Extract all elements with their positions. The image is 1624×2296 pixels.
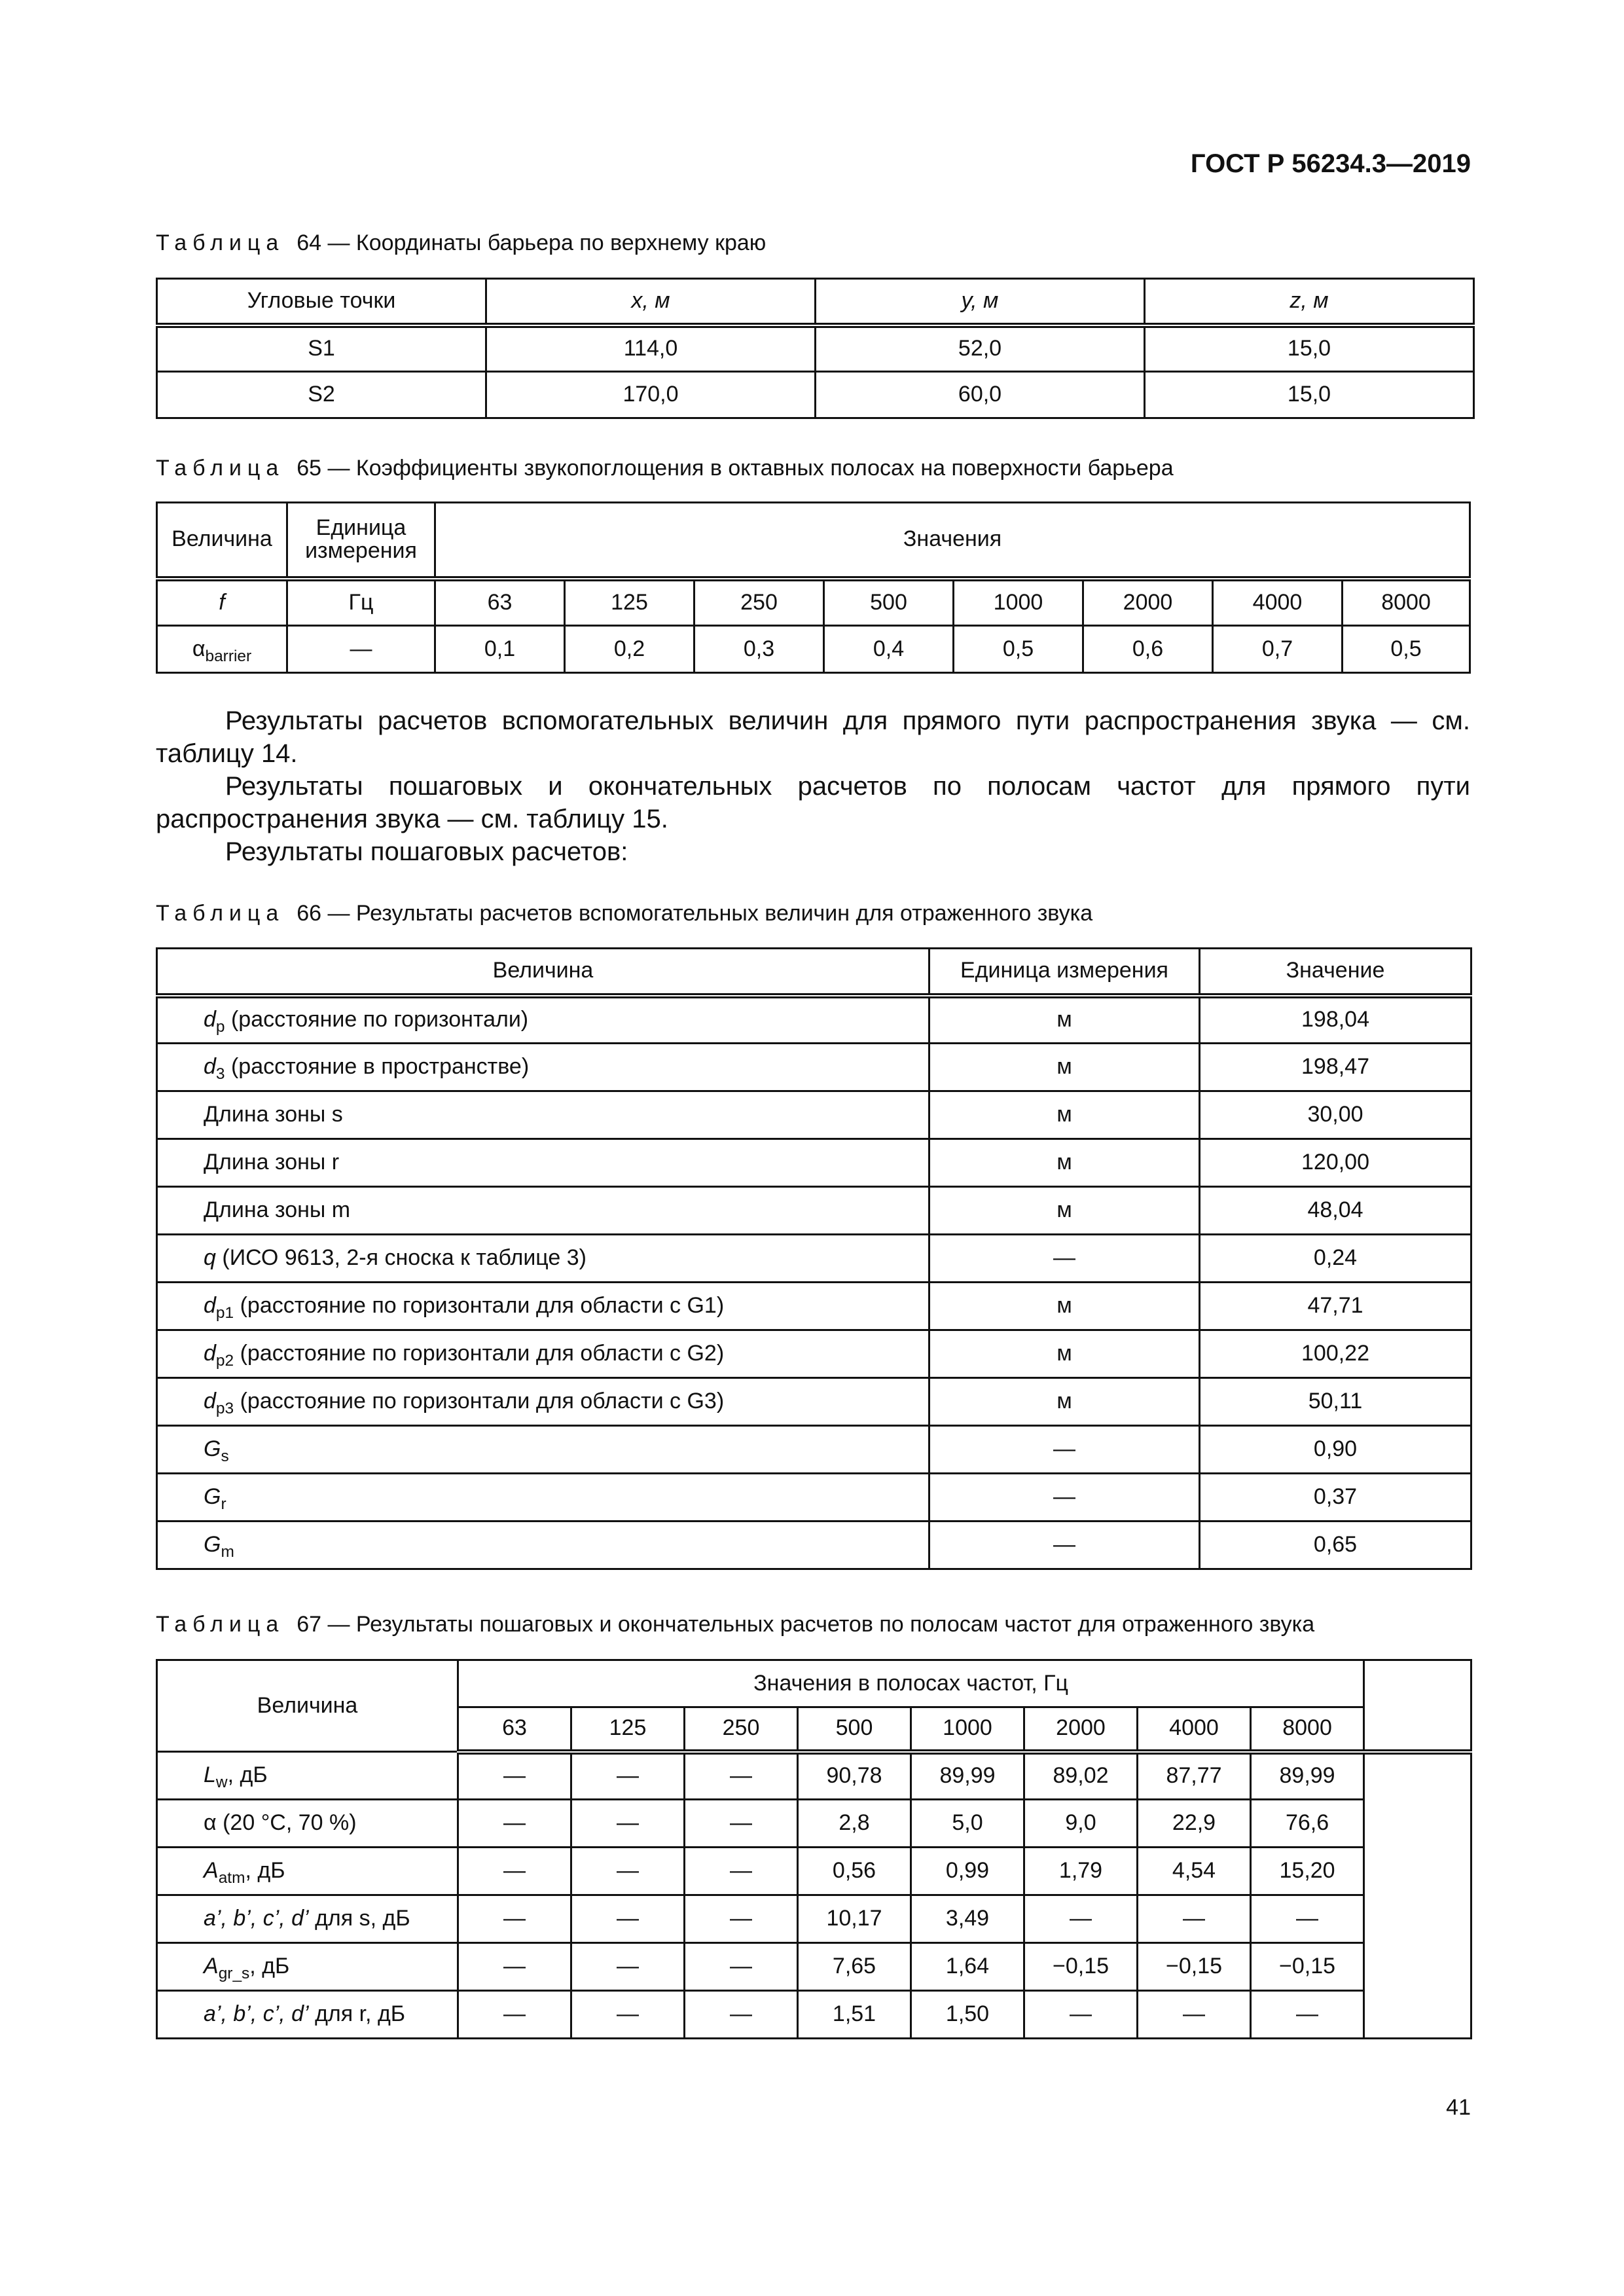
table-cell: 52,0 bbox=[816, 325, 1145, 372]
quantity-symbol: d bbox=[204, 1007, 216, 1032]
header-cell: Значение bbox=[1200, 949, 1471, 996]
quantity-subscript: s bbox=[221, 1447, 229, 1465]
table-row bbox=[157, 1752, 1471, 1800]
table-row bbox=[157, 372, 1474, 418]
table-row bbox=[157, 626, 1470, 673]
value-cell: — bbox=[458, 1943, 571, 1991]
table-row bbox=[157, 1044, 1471, 1091]
table-64 bbox=[156, 278, 1475, 419]
unit-cell: м bbox=[929, 1044, 1200, 1091]
unit-cell: м bbox=[929, 1139, 1200, 1187]
table-row bbox=[157, 1474, 1471, 1522]
value-cell: 250 bbox=[695, 579, 824, 626]
value-cell: −0,15 bbox=[1024, 1943, 1138, 1991]
value-cell: 4,54 bbox=[1138, 1848, 1251, 1895]
unit-cell: м bbox=[929, 1187, 1200, 1235]
table-row bbox=[157, 1378, 1471, 1426]
quantity-cell bbox=[157, 1895, 458, 1943]
quantity-subscript: p2 bbox=[215, 1351, 234, 1370]
unit-cell: Гц bbox=[287, 579, 435, 626]
empty-cell bbox=[1364, 1752, 1471, 2039]
unit-cell: м bbox=[929, 1283, 1200, 1330]
quantity-cell bbox=[157, 1235, 929, 1283]
value-cell: — bbox=[458, 1991, 571, 2039]
value-cell: — bbox=[685, 1848, 798, 1895]
quantity-symbol: a’, b’, c’, d’ bbox=[204, 2001, 309, 2027]
value-cell: 90,78 bbox=[798, 1752, 911, 1800]
table-65-caption bbox=[156, 456, 1174, 481]
table-64-caption bbox=[156, 230, 766, 256]
band-header: 125 bbox=[571, 1707, 685, 1752]
value-cell: — bbox=[458, 1752, 571, 1800]
table-67-caption bbox=[156, 1612, 1314, 1637]
value-cell: 0,56 bbox=[798, 1848, 911, 1895]
quantity-cell bbox=[157, 1283, 929, 1330]
value-cell: 0,3 bbox=[695, 626, 824, 673]
quantity-description: Длина зоны r bbox=[204, 1150, 340, 1175]
value-cell: 0,90 bbox=[1200, 1426, 1471, 1474]
value-cell: — bbox=[685, 1991, 798, 2039]
value-cell: 0,65 bbox=[1200, 1522, 1471, 1569]
value-cell: — bbox=[458, 1895, 571, 1943]
quantity-symbol: A bbox=[204, 1954, 219, 1979]
header-quantity: Величина bbox=[157, 503, 287, 579]
quantity-subscript: atm bbox=[218, 1868, 245, 1887]
quantity-symbol: G bbox=[204, 1484, 221, 1510]
table-row bbox=[157, 1187, 1471, 1235]
paragraph: Результаты пошаговых расчетов: bbox=[225, 837, 628, 866]
value-cell: 1,50 bbox=[911, 1991, 1024, 2039]
value-cell: 22,9 bbox=[1138, 1800, 1251, 1848]
table-label: Таблица bbox=[156, 230, 285, 255]
caption-text: 65 — Коэффициенты звукопоглощения в октавных полосах на поверхности барьера bbox=[297, 456, 1174, 481]
quantity-cell bbox=[157, 1426, 929, 1474]
table-cell: 170,0 bbox=[486, 372, 816, 418]
value-cell: 7,65 bbox=[798, 1943, 911, 1991]
quantity-cell bbox=[157, 1091, 929, 1139]
quantity-cell bbox=[157, 626, 287, 673]
unit-cell: — bbox=[929, 1426, 1200, 1474]
value-cell: — bbox=[571, 1800, 685, 1848]
value-cell: 50,11 bbox=[1200, 1378, 1471, 1426]
value-cell: — bbox=[458, 1848, 571, 1895]
unit-cell: — bbox=[929, 1235, 1200, 1283]
value-cell: 8000 bbox=[1343, 579, 1470, 626]
value-cell: 10,17 bbox=[798, 1895, 911, 1943]
unit-cell: м bbox=[929, 1378, 1200, 1426]
value-cell: 0,6 bbox=[1083, 626, 1213, 673]
table-row bbox=[157, 1235, 1471, 1283]
paragraph: Результаты расчетов вспомогательных величин для прямого пути распространения звука — см. таблицу 14. bbox=[156, 706, 1470, 768]
value-cell: — bbox=[1251, 1895, 1364, 1943]
value-cell: 500 bbox=[824, 579, 954, 626]
quantity-subscript: barrier bbox=[205, 647, 252, 665]
table-row bbox=[157, 1139, 1471, 1187]
quantity-symbol: d bbox=[204, 1341, 216, 1366]
value-cell: 198,04 bbox=[1200, 996, 1471, 1044]
value-cell: 120,00 bbox=[1200, 1139, 1471, 1187]
value-cell: 1,51 bbox=[798, 1991, 911, 2039]
table-row bbox=[157, 1330, 1471, 1378]
quantity-symbol: q bbox=[204, 1245, 216, 1271]
table-label: Таблица bbox=[156, 901, 285, 926]
table-row bbox=[157, 1800, 1471, 1848]
quantity-description: (расстояние по горизонтали для области с G3) bbox=[234, 1389, 725, 1414]
table-66-caption bbox=[156, 901, 1092, 926]
header-cell: x, м bbox=[486, 279, 816, 325]
quantity-subscript: m bbox=[221, 1542, 234, 1561]
table-row bbox=[157, 996, 1471, 1044]
quantity-subscript: r bbox=[221, 1495, 226, 1513]
quantity-symbol: α bbox=[192, 636, 206, 661]
table-row bbox=[157, 579, 1470, 626]
value-cell: 9,0 bbox=[1024, 1800, 1138, 1848]
value-cell: — bbox=[1138, 1895, 1251, 1943]
quantity-description: для s, дБ bbox=[308, 1906, 410, 1931]
value-cell: 198,47 bbox=[1200, 1044, 1471, 1091]
quantity-description: (ИСО 9613, 2-я сноска к таблице 3) bbox=[215, 1245, 586, 1271]
value-cell: 0,24 bbox=[1200, 1235, 1471, 1283]
header-cell: Угловые точки bbox=[157, 279, 486, 325]
unit-cell: — bbox=[287, 626, 435, 673]
quantity-description: (расстояние по горизонтали для области с G2) bbox=[234, 1341, 725, 1366]
table-66 bbox=[156, 947, 1472, 1570]
band-header: 4000 bbox=[1138, 1707, 1251, 1752]
quantity-symbol: G bbox=[204, 1436, 221, 1462]
quantity-symbol: f bbox=[219, 589, 225, 615]
unit-cell: м bbox=[929, 1091, 1200, 1139]
quantity-description: α (20 °C, 70 %) bbox=[204, 1810, 357, 1836]
value-cell: 2,8 bbox=[798, 1800, 911, 1848]
value-cell: 100,22 bbox=[1200, 1330, 1471, 1378]
value-cell: 47,71 bbox=[1200, 1283, 1471, 1330]
quantity-cell bbox=[157, 579, 287, 626]
table-row bbox=[157, 1522, 1471, 1569]
quantity-subscript: p3 bbox=[215, 1399, 234, 1417]
value-cell: 0,5 bbox=[954, 626, 1083, 673]
value-cell: 0,5 bbox=[1343, 626, 1470, 673]
quantity-cell bbox=[157, 1139, 929, 1187]
table-65 bbox=[156, 501, 1471, 674]
header-cell: Единица измерения bbox=[929, 949, 1200, 996]
quantity-description: (расстояние в пространстве) bbox=[225, 1054, 530, 1080]
value-cell: 87,77 bbox=[1138, 1752, 1251, 1800]
band-header: 2000 bbox=[1024, 1707, 1138, 1752]
unit-cell: м bbox=[929, 996, 1200, 1044]
value-cell: 0,4 bbox=[824, 626, 954, 673]
value-cell: — bbox=[1024, 1991, 1138, 2039]
value-cell: — bbox=[685, 1943, 798, 1991]
quantity-subscript: 3 bbox=[215, 1065, 225, 1083]
value-cell: 1,64 bbox=[911, 1943, 1024, 1991]
quantity-description: (расстояние по горизонтали для области с G1) bbox=[234, 1293, 725, 1319]
value-cell: 76,6 bbox=[1251, 1800, 1364, 1848]
value-cell: — bbox=[685, 1895, 798, 1943]
quantity-subscript: p bbox=[215, 1018, 225, 1036]
table-cell: 15,0 bbox=[1145, 325, 1474, 372]
header-unit: Единица измерения bbox=[287, 503, 435, 579]
value-cell: 30,00 bbox=[1200, 1091, 1471, 1139]
value-cell: 48,04 bbox=[1200, 1187, 1471, 1235]
table-row bbox=[157, 1091, 1471, 1139]
quantity-subscript: w bbox=[215, 1773, 228, 1791]
value-cell: 1,79 bbox=[1024, 1848, 1138, 1895]
caption-text: 66 — Результаты расчетов вспомогательных величин для отраженного звука bbox=[297, 901, 1093, 926]
header-cell: Величина bbox=[157, 949, 929, 996]
header-band: Значения в полосах частот, Гц bbox=[458, 1660, 1364, 1707]
table-row bbox=[157, 1848, 1471, 1895]
quantity-subscript: p1 bbox=[215, 1303, 234, 1322]
value-cell: 1000 bbox=[954, 579, 1083, 626]
table-row bbox=[157, 1991, 1471, 2039]
quantity-cell bbox=[157, 1474, 929, 1522]
value-cell: — bbox=[571, 1991, 685, 2039]
table-cell: 114,0 bbox=[486, 325, 816, 372]
quantity-cell bbox=[157, 1752, 458, 1800]
table-cell: S2 bbox=[157, 372, 486, 418]
value-cell: −0,15 bbox=[1251, 1943, 1364, 1991]
header-cell: z, м bbox=[1145, 279, 1474, 325]
quantity-description: (расстояние по горизонтали) bbox=[225, 1007, 529, 1032]
value-cell: 0,7 bbox=[1213, 626, 1343, 673]
header-cell: y, м bbox=[816, 279, 1145, 325]
quantity-description: , дБ bbox=[227, 1762, 268, 1788]
unit-cell: — bbox=[929, 1522, 1200, 1569]
quantity-cell bbox=[157, 1800, 458, 1848]
quantity-subscript: gr_s bbox=[218, 1964, 250, 1982]
table-label: Таблица bbox=[156, 456, 285, 481]
quantity-description: для r, дБ bbox=[308, 2001, 406, 2027]
value-cell: 63 bbox=[435, 579, 565, 626]
value-cell: 89,99 bbox=[1251, 1752, 1364, 1800]
value-cell: −0,15 bbox=[1138, 1943, 1251, 1991]
value-cell: 89,99 bbox=[911, 1752, 1024, 1800]
quantity-cell bbox=[157, 996, 929, 1044]
value-cell: — bbox=[571, 1752, 685, 1800]
quantity-symbol: d bbox=[204, 1293, 216, 1319]
quantity-cell bbox=[157, 1330, 929, 1378]
value-cell: 15,20 bbox=[1251, 1848, 1364, 1895]
quantity-cell bbox=[157, 1378, 929, 1426]
quantity-description: , дБ bbox=[245, 1858, 285, 1884]
table-label: Таблица bbox=[156, 1612, 285, 1637]
header-empty bbox=[1364, 1660, 1471, 1752]
table-cell: S1 bbox=[157, 325, 486, 372]
value-cell: 0,37 bbox=[1200, 1474, 1471, 1522]
quantity-description: Длина зоны m bbox=[204, 1197, 351, 1223]
value-cell: 5,0 bbox=[911, 1800, 1024, 1848]
quantity-cell bbox=[157, 1848, 458, 1895]
table-row bbox=[157, 325, 1474, 372]
value-cell: — bbox=[458, 1800, 571, 1848]
table-row bbox=[157, 1943, 1471, 1991]
header-quantity: Величина bbox=[157, 1660, 458, 1752]
value-cell: — bbox=[1024, 1895, 1138, 1943]
band-header: 250 bbox=[685, 1707, 798, 1752]
band-header: 500 bbox=[798, 1707, 911, 1752]
value-cell: 89,02 bbox=[1024, 1752, 1138, 1800]
quantity-symbol: G bbox=[204, 1532, 221, 1558]
caption-text: 64 — Координаты барьера по верхнему краю bbox=[297, 230, 767, 255]
value-cell: — bbox=[571, 1943, 685, 1991]
quantity-symbol: L bbox=[204, 1762, 216, 1788]
value-cell: 3,49 bbox=[911, 1895, 1024, 1943]
table-cell: 15,0 bbox=[1145, 372, 1474, 418]
value-cell: — bbox=[571, 1895, 685, 1943]
value-cell: — bbox=[1251, 1991, 1364, 2039]
quantity-symbol: a’, b’, c’, d’ bbox=[204, 1906, 309, 1931]
band-header: 1000 bbox=[911, 1707, 1024, 1752]
table-cell: 60,0 bbox=[816, 372, 1145, 418]
quantity-symbol: d bbox=[204, 1389, 216, 1414]
quantity-symbol: d bbox=[204, 1054, 216, 1080]
caption-text: 67 — Результаты пошаговых и окончательных расчетов по полосам частот для отраженного звука bbox=[297, 1612, 1315, 1637]
unit-cell: м bbox=[929, 1330, 1200, 1378]
quantity-cell bbox=[157, 1187, 929, 1235]
standard-code: ГОСТ Р 56234.3—2019 bbox=[1190, 149, 1471, 178]
quantity-cell bbox=[157, 1522, 929, 1569]
paragraph: Результаты пошаговых и окончательных расчетов по полосам частот для прямого пути распространения звука — см. таблицу 15. bbox=[156, 772, 1470, 833]
value-cell: 0,2 bbox=[565, 626, 695, 673]
table-67 bbox=[156, 1659, 1472, 2039]
value-cell: 0,99 bbox=[911, 1848, 1024, 1895]
header-values: Значения bbox=[435, 503, 1470, 579]
page-number: 41 bbox=[1446, 2095, 1471, 2120]
value-cell: 0,1 bbox=[435, 626, 565, 673]
unit-cell: — bbox=[929, 1474, 1200, 1522]
quantity-description: , дБ bbox=[249, 1954, 290, 1979]
quantity-cell bbox=[157, 1991, 458, 2039]
quantity-cell bbox=[157, 1044, 929, 1091]
value-cell: 125 bbox=[565, 579, 695, 626]
table-row bbox=[157, 1426, 1471, 1474]
value-cell: 2000 bbox=[1083, 579, 1213, 626]
band-header: 8000 bbox=[1251, 1707, 1364, 1752]
value-cell: — bbox=[685, 1752, 798, 1800]
value-cell: 4000 bbox=[1213, 579, 1343, 626]
value-cell: — bbox=[685, 1800, 798, 1848]
value-cell: — bbox=[1138, 1991, 1251, 2039]
quantity-symbol: A bbox=[204, 1858, 219, 1884]
table-row bbox=[157, 1895, 1471, 1943]
quantity-description: Длина зоны s bbox=[204, 1102, 343, 1127]
table-row bbox=[157, 1283, 1471, 1330]
band-header: 63 bbox=[458, 1707, 571, 1752]
value-cell: — bbox=[571, 1848, 685, 1895]
quantity-cell bbox=[157, 1943, 458, 1991]
